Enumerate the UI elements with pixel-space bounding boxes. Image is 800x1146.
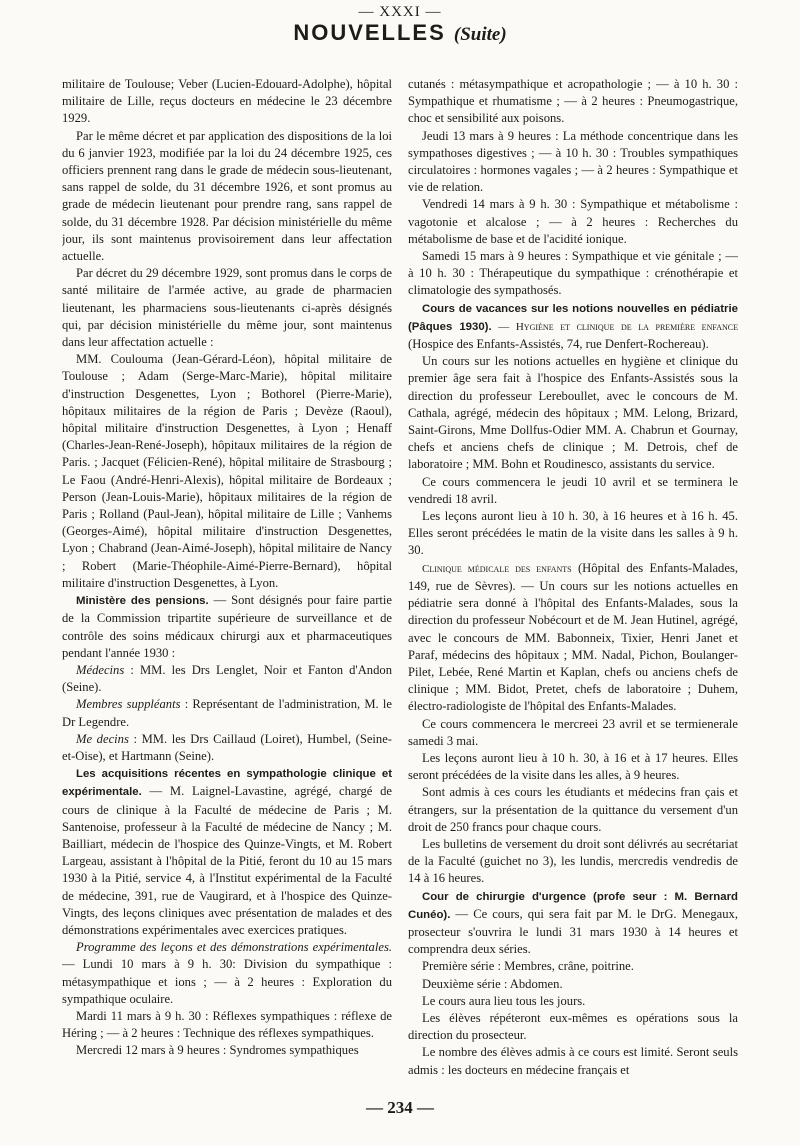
paragraph-text: : MM. les Drs Caillaud (Loiret), Humbel, (Seine-et-Oise), et Hartmann (Seine).: [62, 731, 392, 763]
left-column: [62, 76, 392, 1086]
paragraph-text: Les élèves répéteront eux-mêmes es opérations sous la direction du prosecteur.: [408, 1010, 738, 1043]
paragraph-text: Ce cours commencera le jeudi 10 avril et se terminera le vendredi 18 avril.: [408, 474, 738, 506]
paragraph: [408, 836, 738, 888]
paragraph-heading: Membres suppléants: [76, 697, 181, 712]
paragraph: [62, 939, 392, 1008]
paragraph: [408, 76, 738, 128]
paragraph-text: — M. Laignel-Lavastine, agrégé, chargé de cours de clinique à la Faculté de médecine de Paris ; M. Santenoise, professeur à la Faculté de médecine de Nancy ; M. Bailliart, médecin de l'hospice des Quinze-Vingts, et M. Robert Largeau, assistant à l'hôpital de la Pitié, feront du 10 au 15 mars 1930 à la Pitié, service 4, à l'Institut expérimental de la Faculté de médecine, 391, rue de Vaugirard, et à l'hospice des Quinze-Vingts, des leçons cliniques avec présentation de malades et des démonstrations expérimentales avec exercices pratiques.: [62, 784, 392, 937]
paragraph: [408, 248, 738, 300]
paragraph: [62, 592, 392, 662]
paragraph-text: — Lundi 10 mars à 9 h. 30: Division du sympathique : métasympathique et ions ; — à 2 heures : Exploration du sympathique oculaire.: [62, 957, 392, 1006]
paragraph-text: Mercredi 12 mars à 9 heures : Syndromes sympathiques: [76, 1043, 359, 1058]
paragraph-heading: Médecins: [76, 662, 125, 677]
header-suite: (Suite): [453, 24, 507, 45]
paragraph-text: cutanés : métasympathique et acropathologie ; — à 10 h. 30 : Sympathique et rhumatisme ; — à 2 heures : Pneumogastrique, choc et sensibilité aux poisons.: [408, 77, 738, 126]
paragraph-text: (Hospice des Enfants-Assistés, 74, rue Denfert-Rochereau).: [408, 337, 709, 352]
paragraph: [408, 976, 738, 993]
paragraph: [408, 784, 738, 836]
paragraph-heading: Clinique médicale des enfants: [422, 562, 572, 575]
paragraph-text: Les bulletins de versement du droit sont délivrés au secrétariat de la Faculté (guichet no 3), les lundis, mercredis vendredis de 14 à 16 heures.: [408, 836, 738, 886]
paragraph: [62, 351, 392, 592]
paragraph-text: Le cours aura lieu tous les jours.: [422, 993, 586, 1008]
paragraph-text: Mardi 11 mars à 9 h. 30 : Réflexes sympathiques : réflexe de Héring ; — à 2 heures : Technique des réflexes sympathiques.: [62, 1008, 392, 1041]
paragraph: [408, 353, 738, 473]
paragraph: [62, 265, 392, 351]
paragraph: [408, 474, 738, 508]
paragraph-text: Sont admis à ces cours les étudiants et médecins fran çais et étrangers, sur la présentation de la quittance du versement d'un droit de 250 francs pour chaque cours.: [408, 785, 738, 834]
paragraph-text: Par le même décret et par application des dispositions de la loi du 6 janvier 1923, modifiée par la loi du 24 décembre 1925, ces officiers prennent rang dans le grade de médecin sous-lieutenant, sans rappel de solde, du 31 décembre 1926, et sont promus au grade de médecin lieutenant pour prendre rang, sans rappel de solde, du 31 décembre 1928. Par décision ministérielle du même jour, ils sont maintenus provisoirement dans leur affectation actuelle.: [62, 128, 392, 264]
paragraph-subheading: — Hygiène et clinique de la première enfance: [491, 320, 738, 333]
paragraph-heading: Cour de chirurgie d'urgence (profe seur : M. Bernard Cunéo).: [408, 890, 738, 921]
paragraph-text: Jeudi 13 mars à 9 heures : La méthode concentrique dans les sympathoses digestives ; — à 10 h. 30 : Troubles sympathiques circulatoires : hormones vagales ; — à 2 heures : Sympathique et vie de relation.: [408, 128, 738, 195]
roman-page-number: — XXXI —: [358, 4, 442, 20]
paragraph-text: Première série : Membres, crâne, poitrine.: [422, 959, 634, 974]
right-column: [408, 76, 738, 1086]
paragraph-text: — Sont désignés pour faire partie de la Commission tripartite supérieure de surveillance et de contrôle des soins médicaux chirurgi aux et pharmaceutiques pendant l'année 1930 :: [62, 593, 392, 660]
page-number-footer: — 234 —: [366, 1098, 434, 1117]
paragraph-text: Vendredi 14 mars à 9 h. 30 : Sympathique et métabolisme : vagotonie et alcalose ; — à 2 heures : Recherches du métabolisme de base et de l'acidité ionique.: [408, 197, 738, 246]
paragraph: [408, 1010, 738, 1044]
paragraph: [62, 76, 392, 128]
section-header: [0, 20, 800, 46]
paragraph-text: : Représentant de l'administration, M. le Dr Legendre.: [62, 697, 392, 729]
paragraph-heading: Les acquisitions récentes en sympathologie clinique et expérimentale.: [62, 768, 392, 799]
paragraph: [408, 993, 738, 1010]
paragraph: [408, 716, 738, 750]
paragraph-text: Deuxième série : Abdomen.: [422, 976, 563, 991]
paragraph-text: (Hôpital des Enfants-Malades, 149, rue de Sèvres). — Un cours sur les notions actuelles en pédiatrie sera donné à l'hôpital des Enfants-Malades, sous la direction du professeur Nobécourt et de M. Jean Hutinel, agrégé, avec le concours de MM. Babonneix, Tixier, Henri Janet et Paraf, médecins des hôpitaux ; MM. Nadal, Pichon, Boulanger-Pilet, Lebée, René Martin et Kaplan, chefs ou anciens chefs de clinique ; MM. Bidot, Pretet, chefs de laboratoire ; Duhem, électro-radiologiste de l'hôpital des Enfants-Malades.: [408, 560, 738, 714]
paragraph-heading: Programme des leçons et des démonstrations expérimentales.: [76, 940, 392, 955]
paragraph: [62, 1042, 392, 1059]
paragraph: [408, 508, 738, 560]
paragraph: [62, 696, 392, 730]
paragraph: [62, 1008, 392, 1042]
paragraph-text: — Ce cours, qui sera fait par M. le DrG. Menegaux, prosecteur s'ouvrira le lundi 31 mars 1930 à 14 heures et comprendra deux séries.: [408, 906, 738, 957]
paragraph: [408, 300, 738, 354]
paragraph: [408, 750, 738, 784]
header-title: NOUVELLES: [293, 20, 446, 45]
paragraph: [408, 128, 738, 197]
paragraph-text: Le nombre des élèves admis à ce cours est limité. Seront seuls admis : les docteurs en médecine français et: [408, 1045, 738, 1077]
paragraph: [408, 888, 738, 959]
paragraph: [408, 958, 738, 975]
paragraph-text: Les leçons auront lieu à 10 h. 30, à 16 et à 17 heures. Elles seront précédées de la visite dans les alles, à 9 heures.: [408, 750, 738, 783]
paragraph-text: Ce cours commencera le mercreei 23 avril et se termienerale samedi 3 mai.: [408, 716, 738, 748]
paragraph: [62, 765, 392, 939]
paragraph-heading: Cours de vacances sur les notions nouvelles en pédiatrie (Pâques 1930).: [408, 302, 738, 333]
paragraph-text: MM. Coulouma (Jean-Gérard-Léon), hôpital militaire de Toulouse ; Adam (Serge-Marc-Marie), hôpital militaire d'instruction Desgenettes, Lyon ; Bothorel (Pierre-Marie), hôpitaux militaires de la région de Paris ; Devèze (Raoul), hôpital militaire d'instruction Desgenettes, à Lyon ; Henaff (Charles-Jean-René-Joseph), hôpitaux militaires de la région de Paris. ; Jacquet (Félicien-René), hôpital militaire de Strasbourg ; Le Faou (André-Henri-Alexis), hôpital militaire de Bordeaux ; Person (Jean-Louis-Marie), hôpitaux militaires de la région de Paris ; Rolland (Paul-Jean), hôpital militaire de Lille ; Vanhems (Georges-Aimé), hôpital militaire d'instruction Desgenettes, Lyon ; Chabrand (Jean-Aimé-Joseph), hôpital militaire de Nancy ; Robert (Marie-Théophile-Aimé-Pierre-Bernard), hôpital militaire d'instruction Desgenettes, à Lyon.: [62, 352, 392, 590]
paragraph-heading: Ministère des pensions.: [76, 595, 209, 608]
paragraph-text: Les leçons auront lieu à 10 h. 30, à 16 heures et à 16 h. 45. Elles seront précédées le matin de la visite dans les salles à 9 h. 30.: [408, 509, 738, 558]
paragraph: [408, 1044, 738, 1078]
paragraph: [408, 196, 738, 248]
paragraph-text: : MM. les Drs Lenglet, Noir et Fanton d'Andon (Seine).: [62, 662, 392, 695]
paragraph-text: Un cours sur les notions actuelles en hygiène et clinique du premier âge sera fait à l'hospice des Enfants-Assistés sous la direction du professeur Lereboullet, avec le concours de M. Cathala, agrégé, médecin des hôpitaux ; MM. Lelong, Brizard, Saint-Girons, Mme Dollfus-Odier MM. A. Chabrun et Gournay, chefs et anciens chefs de clinique ; M. Detrois, chef de laboratoire ; MM. Bohn et Roudinesco, assistants du service.: [408, 354, 738, 472]
paragraph-text: Par décret du 29 décembre 1929, sont promus dans le corps de santé militaire de l'armée active, au grade de pharmacien lieutenant, les pharmaciens sous-lieutenants ci-après désignés qui, par décision ministérielle du même jour, sont maintenus dans leur affectation actuelle :: [62, 266, 392, 350]
paragraph-heading: Me decins: [76, 731, 129, 746]
paragraph-text: militaire de Toulouse; Veber (Lucien-Edouard-Adolphe), hôpital militaire de Lille, reçus docteurs en médecine le 23 décembre 1929.: [62, 77, 392, 126]
paragraph: [62, 662, 392, 696]
paragraph: [62, 731, 392, 765]
paragraph: [408, 560, 738, 716]
paragraph: [62, 128, 392, 266]
paragraph-text: Samedi 15 mars à 9 heures : Sympathique et vie génitale ; — à 10 h. 30 : Thérapeutique du sympathique : crénothérapie et climatologie des sympathosés.: [408, 249, 738, 298]
